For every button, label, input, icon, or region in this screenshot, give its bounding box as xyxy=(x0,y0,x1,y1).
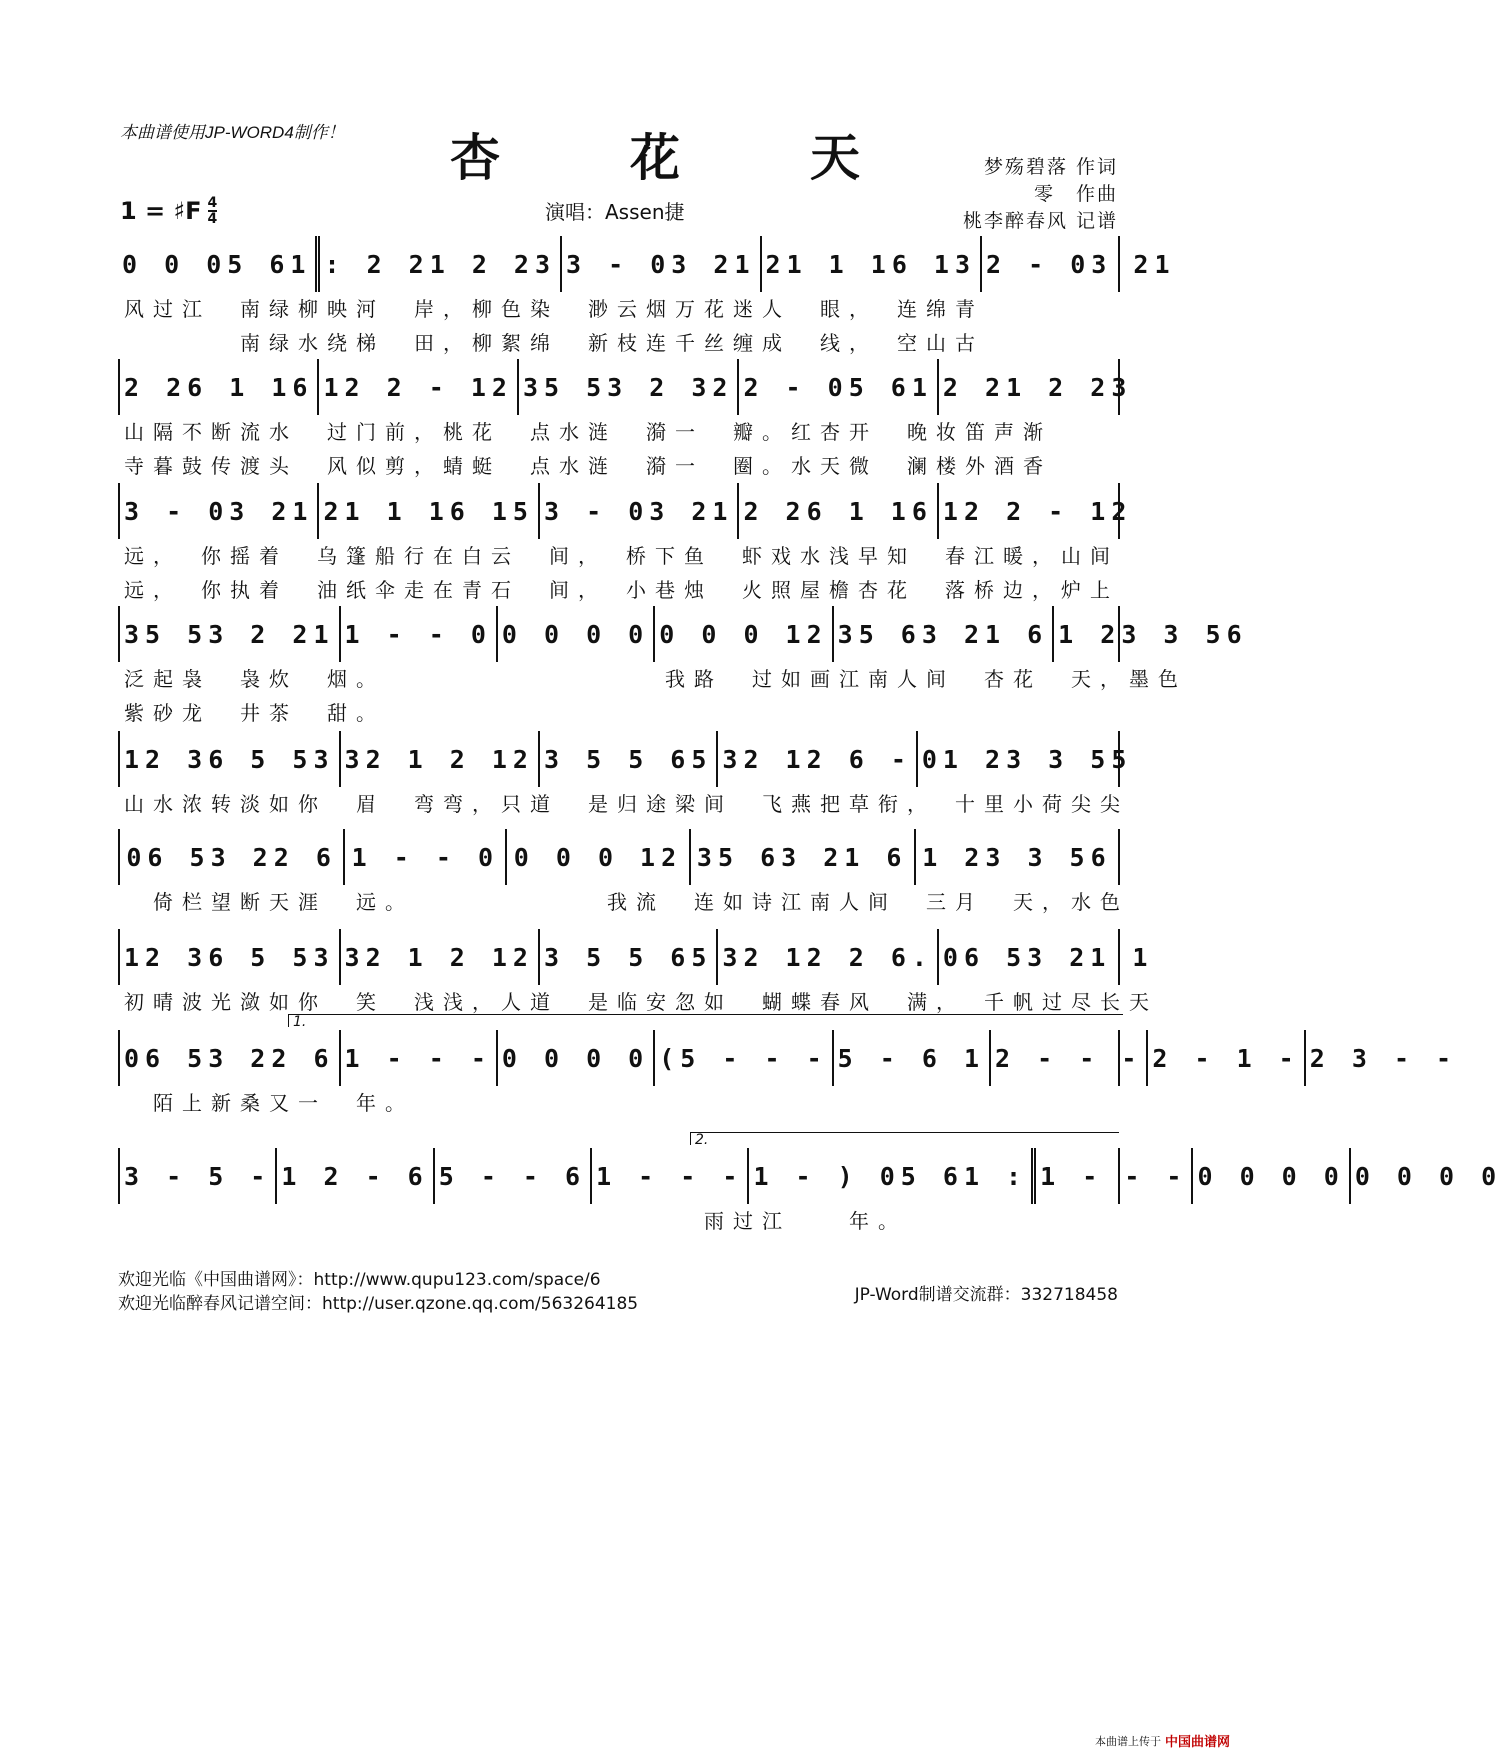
measure xyxy=(120,606,341,662)
lyric-line: 陌上新桑又一 年。 xyxy=(124,1091,414,1115)
measure xyxy=(498,606,655,662)
measure-notes: 32 12 2 6. xyxy=(722,942,933,972)
measure xyxy=(435,1148,592,1204)
measure xyxy=(592,1148,749,1204)
lyric-line: 风过江 南绿柳映河 岸，柳色染 渺云烟万花迷人 眼， 连绵青 xyxy=(124,297,984,321)
measure xyxy=(498,1030,655,1086)
measure-notes: 35 53 2 21 xyxy=(124,619,335,649)
lyric-line: 泛起袅 袅炊 烟。 我路 过如画江南人间 杏花 天，墨色 xyxy=(124,667,1187,691)
measure xyxy=(718,929,939,985)
measure-notes: 21 1 16 13 xyxy=(765,249,977,279)
measure-notes: 0 0 0 12 xyxy=(659,619,828,649)
lyric-line: 雨过江 年。 xyxy=(124,1209,907,1233)
measure xyxy=(991,1030,1148,1086)
volta-ending: 1. xyxy=(288,1014,1123,1027)
measure-notes: (5 - - - xyxy=(659,1043,828,1073)
measure xyxy=(916,829,1118,885)
measure-notes: 0 0 0 0 xyxy=(501,1043,650,1073)
measure xyxy=(691,829,916,885)
staff-line xyxy=(118,929,1154,985)
measure-notes: 2 21 2 23 xyxy=(942,372,1133,402)
staff-line xyxy=(118,359,1133,415)
measure-notes: 32 12 6 - xyxy=(722,744,912,774)
measure xyxy=(834,606,1055,662)
lyricist: 梦殇碧落 作词 xyxy=(983,156,1118,178)
staff-line xyxy=(118,483,1133,539)
lyric-line: 山隔不断流水 过门前，桃花 点水涟 漪一 瓣。红杏开 晚妆笛声渐 xyxy=(124,420,1052,444)
measure xyxy=(120,929,341,985)
measure xyxy=(341,929,540,985)
measure xyxy=(739,483,938,539)
measure xyxy=(319,359,518,415)
measure xyxy=(739,359,938,415)
score-row xyxy=(118,929,1158,1019)
measure xyxy=(655,1030,833,1086)
measure-notes: : 2 21 2 23 xyxy=(324,249,557,279)
measure-notes: 1 - - - xyxy=(344,1043,492,1073)
measure xyxy=(1036,1148,1193,1204)
measure-notes: 1 2 - 6 xyxy=(281,1161,429,1191)
measure xyxy=(519,359,740,415)
lyric-line: 紫砂龙 井茶 甜。 xyxy=(124,701,385,725)
measure-notes: 32 1 2 12 xyxy=(344,942,534,972)
measure-notes: 1 23 3 56 xyxy=(1058,619,1248,649)
measure xyxy=(718,731,917,787)
lyric-line: 初晴波光潋如你 笑 浅浅，人道 是临安忽如 蝴蝶春风 满， 千帆过尽长天 xyxy=(124,990,1158,1014)
measure-notes: 3 - 03 21 xyxy=(124,496,314,526)
measure xyxy=(540,929,718,985)
score-row xyxy=(118,731,1133,821)
measure xyxy=(120,1030,341,1086)
measure xyxy=(319,483,540,539)
staff-line xyxy=(118,731,1133,787)
measure-notes: 12 2 - 12 xyxy=(323,372,513,402)
measure-notes: 06 53 22 6 xyxy=(124,1043,335,1073)
score-row xyxy=(118,1132,1503,1238)
time-signature xyxy=(208,196,218,226)
measure-notes: 3 5 5 65 xyxy=(543,744,713,774)
measure xyxy=(562,236,761,292)
score-row xyxy=(118,483,1133,607)
measure-notes: 2 - 05 61 xyxy=(743,372,933,402)
measure-notes: 35 63 21 6 xyxy=(696,842,908,872)
lyric-line: 远， 你执着 油纸伞走在青石 间， 小巷烛 火照屋檐杏花 落桥边，炉上 xyxy=(124,578,1119,602)
measure xyxy=(939,929,1158,985)
measure xyxy=(120,359,319,415)
footer-link-qupu[interactable]: 欢迎光临《中国曲谱网》：http://www.qupu123.com/space/6 xyxy=(118,1270,601,1290)
measure xyxy=(320,236,562,292)
time-numerator: 4 xyxy=(207,195,218,211)
lyric-line: 南绿水绕梯 田，柳絮绵 新枝连千丝缠成 线， 空山古 xyxy=(124,331,984,355)
footer-link-qzone[interactable]: 欢迎光临醉春风记谱空间：http://user.qzone.qq.com/563264185 xyxy=(118,1294,639,1314)
measure xyxy=(540,483,739,539)
measure-notes: 0 0 0 12 xyxy=(513,842,683,872)
measure-notes: 2 - 1 - xyxy=(1152,1043,1300,1073)
composer: 零 作曲 xyxy=(1033,183,1118,205)
measure xyxy=(120,829,345,885)
site-logo: 中国曲谱网 xyxy=(1164,1735,1230,1750)
measure-notes: 2 3 - - xyxy=(1309,1043,1458,1073)
footer-links xyxy=(118,1268,638,1316)
measure xyxy=(655,606,833,662)
measure-notes: 1 - ) 05 61 : xyxy=(753,1161,1028,1191)
measure xyxy=(1306,1030,1461,1086)
measure xyxy=(1351,1148,1506,1204)
staff-line xyxy=(118,236,1176,292)
measure xyxy=(982,236,1179,292)
upload-label: 本曲谱上传于 xyxy=(1094,1734,1161,1748)
measure xyxy=(1193,1148,1350,1204)
credits xyxy=(963,154,1118,235)
measure xyxy=(120,731,341,787)
measure-notes: 1 - - - xyxy=(596,1161,744,1191)
measure-notes: 3 5 5 65 xyxy=(543,942,713,972)
measure-notes: 0 0 0 0 xyxy=(1354,1161,1503,1191)
lyric-line: 寺暮鼓传渡头 风似剪，蜻蜓 点水涟 漪一 圈。水天微 澜楼外酒香 xyxy=(124,454,1052,478)
measure-notes: 2 26 1 16 xyxy=(124,372,314,402)
measure-notes: 0 0 0 0 xyxy=(501,619,650,649)
measure xyxy=(1054,606,1251,662)
measure xyxy=(1148,1030,1305,1086)
measure-notes: 1 23 3 56 xyxy=(922,842,1112,872)
measure xyxy=(345,829,507,885)
measure-notes: 5 - 6 1 xyxy=(837,1043,986,1073)
measure xyxy=(749,1148,1036,1204)
measure xyxy=(120,483,319,539)
measure-notes: 2 26 1 16 xyxy=(743,496,933,526)
lyric-line: 远， 你摇着 乌篷船行在白云 间， 桥下鱼 虾戏水浅早知 春江暖，山间 xyxy=(124,544,1119,568)
measure xyxy=(277,1148,434,1204)
key-label: 1 = ♯F xyxy=(120,197,202,225)
measure-notes: 21 1 16 15 xyxy=(323,496,534,526)
measure-notes: 0 0 05 61 xyxy=(122,249,312,279)
measure-notes: 35 63 21 6 xyxy=(837,619,1049,649)
measure xyxy=(507,829,690,885)
footer-group: JP-Word制谱交流群：332718458 xyxy=(854,1285,1118,1305)
measure-notes: 1 - - - xyxy=(1040,1161,1188,1191)
upload-badge xyxy=(1095,1731,1230,1750)
measure-notes: 01 23 3 55 xyxy=(921,744,1133,774)
measure-notes: 35 53 2 32 xyxy=(522,372,734,402)
staff-line xyxy=(118,829,1120,885)
measure-notes: 3 - 5 - xyxy=(124,1161,272,1191)
measure-notes: 06 53 21 1 xyxy=(942,942,1154,972)
measure-notes: 3 - 03 21 xyxy=(566,249,756,279)
lyric-line: 倚栏望断天涯 远。 我流 连如诗江南人间 三月 天，水色 xyxy=(124,890,1129,914)
measure-notes: 0 0 0 0 xyxy=(1197,1161,1345,1191)
time-denominator: 4 xyxy=(207,211,218,227)
measure-notes: 3 - 03 21 xyxy=(543,496,734,526)
singer: 演唱：Assen捷 xyxy=(545,200,685,224)
staff-line xyxy=(118,606,1248,662)
staff-line xyxy=(118,1148,1503,1204)
measure xyxy=(762,236,983,292)
measure-notes: 06 53 22 6 xyxy=(126,842,337,872)
measure xyxy=(918,731,1137,787)
staff-line xyxy=(118,1030,1458,1086)
measure-notes: 12 36 5 53 xyxy=(124,744,335,774)
score-row xyxy=(118,236,1176,360)
song-title: 杏 花 天 xyxy=(450,128,900,187)
measure xyxy=(939,483,1136,539)
score-row xyxy=(118,829,1129,919)
lyric-line: 山水浓转淡如你 眉 弯弯，只道 是归途梁间 飞燕把草衔， 十里小荷尖尖 xyxy=(124,792,1129,816)
key-signature xyxy=(120,196,217,226)
measure xyxy=(120,1148,277,1204)
measure-notes: 12 36 5 53 xyxy=(124,942,335,972)
measure-notes: 32 1 2 12 xyxy=(344,744,534,774)
transcriber: 桃李醉春风 记谱 xyxy=(962,210,1118,232)
measure-notes: 12 2 - 12 xyxy=(942,496,1133,526)
measure xyxy=(118,236,320,292)
measure-notes: 1 - - 0 xyxy=(351,842,499,872)
measure xyxy=(341,1030,498,1086)
score-row xyxy=(118,606,1248,730)
made-with-note: 本曲谱使用JP-WORD4制作！ xyxy=(120,123,345,142)
score-row xyxy=(118,359,1133,483)
volta-ending: 2. xyxy=(690,1132,1119,1145)
measure-notes: 2 - 03 21 xyxy=(986,249,1176,279)
measure xyxy=(341,606,498,662)
measure xyxy=(341,731,540,787)
measure-notes: 1 - - 0 xyxy=(344,619,492,649)
measure xyxy=(939,359,1136,415)
score-row xyxy=(118,1014,1458,1120)
measure xyxy=(540,731,718,787)
measure xyxy=(834,1030,991,1086)
measure-notes: 5 - - 6 xyxy=(438,1161,587,1191)
measure-notes: 2 - - - xyxy=(995,1043,1143,1073)
